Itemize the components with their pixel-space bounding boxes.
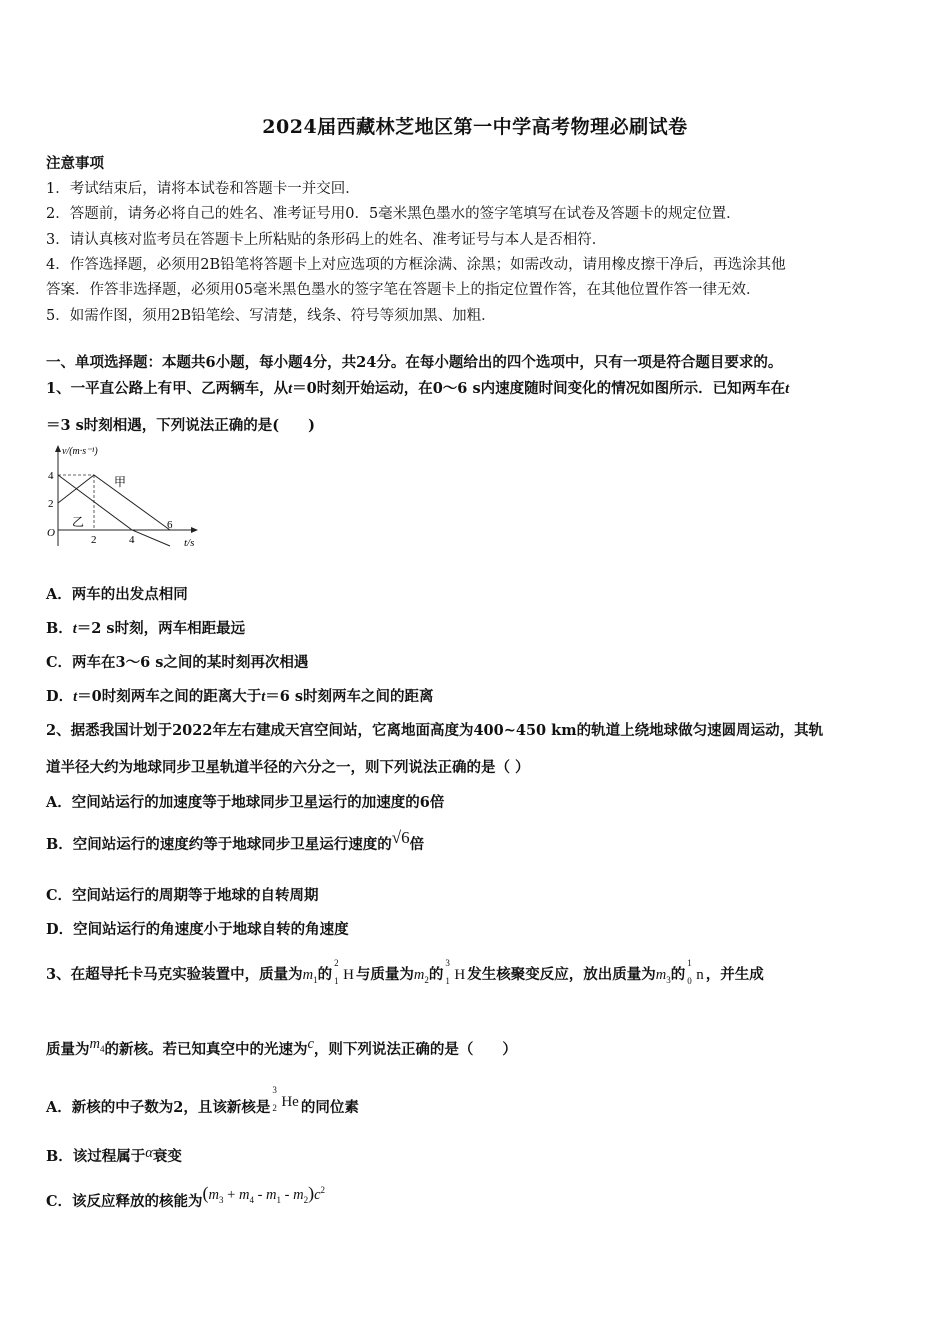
q2-stem-line1: 2、据悉我国计划于2022年左右建成天宫空间站，它离地面高度为400~450 km的轨道上绕地球做匀速圆周运动，其轨 bbox=[46, 722, 824, 739]
notice-item: 4．作答选择题，必须用2B铅笔将答题卡上对应选项的方框涂满、涂黑；如需改动，请用橡皮擦干净后，再选涂其他 bbox=[46, 257, 786, 273]
q2-option-c: C．空间站运行的周期等于地球的自转周期 bbox=[46, 887, 319, 904]
notice-item: 3．请认真核对监考员在答题卡上所粘贴的条形码上的姓名、准考证号与本人是否相符． bbox=[46, 232, 607, 248]
exam-title: 2024届西藏林芝地区第一中学高考物理必刷试卷 bbox=[262, 116, 688, 138]
notice-item: 2．答题前，请务必将自己的姓名、准考证号用0．5毫米黑色墨水的签字笔填写在试卷及答题卡的规定位置． bbox=[46, 206, 741, 222]
notice-item: 答案．作答非选择题，必须用05毫米黑色墨水的签字笔在答题卡上的指定位置作答，在其他位置作答一律无效． bbox=[46, 282, 761, 298]
series-yi-label: 乙 bbox=[72, 515, 85, 529]
y-tick-label: 2 bbox=[48, 498, 54, 510]
x-axis-arrow bbox=[191, 527, 198, 533]
q2-option-d: D．空间站运行的角速度小于地球自转的角速度 bbox=[46, 921, 349, 938]
q1-stem-line1: 1、一平直公路上有甲、乙两辆车，从t＝0时刻开始运动，在0～6 s内速度随时间变化的情况如图所示．已知两车在t bbox=[46, 380, 790, 397]
notice-item: 1．考试结束后，请将本试卷和答题卡一并交回． bbox=[46, 181, 360, 197]
series-jia-label: 甲 bbox=[114, 475, 127, 489]
y-axis-arrow bbox=[55, 445, 61, 452]
x-axis-label: t/s bbox=[184, 537, 195, 549]
q1-option-a: A．两车的出发点相同 bbox=[46, 586, 188, 603]
y-axis-label: v/(m·s⁻¹) bbox=[62, 446, 98, 457]
q1-option-c: C．两车在3～6 s之间的某时刻再次相遇 bbox=[46, 654, 309, 671]
q1-option-d: D．t＝0时刻两车之间的距离大于t＝6 s时刻两车之间的距离 bbox=[46, 688, 434, 705]
origin-label: O bbox=[47, 527, 55, 539]
q1-stem-line2: ＝3 s时刻相遇，下列说法正确的是( ) bbox=[46, 417, 316, 434]
y-tick-label: 4 bbox=[48, 470, 54, 482]
q3-option-c: C．该反应释放的核能为$(m_3 + m_4 - m_1 - m_2)c^2$ bbox=[46, 1183, 326, 1210]
q3-option-a: A．新核的中子数为2，且该新核是 3 2 He 的同位素 bbox=[46, 1085, 359, 1116]
q3-stem-line1: 3、在超导托卡马克实验装置中，质量为$m_1$的 2 1 H 与质量为$m_2$的 3 1 H 发生核聚变反应，放出质量为$m_3$的 1 0 n ，并生成 bbox=[46, 958, 764, 986]
notice-heading: 注意事项 bbox=[46, 155, 104, 172]
q2-option-a: A．空间站运行的加速度等于地球同步卫星运行的加速度的6倍 bbox=[46, 794, 445, 811]
q1-velocity-time-graph bbox=[44, 442, 214, 554]
notice-item: 5．如需作图，须用2B铅笔绘、写清楚，线条、符号等须加黑、加粗． bbox=[46, 308, 496, 324]
section-heading: 一、单项选择题：本题共6小题，每小题4分，共24分。在每小题给出的四个选项中，只有一项是符合题目要求的。 bbox=[46, 354, 783, 371]
q2-stem-line2: 道半径大约为地球同步卫星轨道半径的六分之一，则下列说法正确的是（ ） bbox=[46, 759, 530, 776]
x-tick-label: 2 bbox=[91, 534, 97, 546]
q3-stem-line2: 质量为$m_4$的新核。若已知真空中的光速为c，则下列说法正确的是（ ） bbox=[46, 1036, 517, 1058]
q3-option-b: B．该过程属于α衰变 bbox=[46, 1145, 182, 1165]
q2-option-b: B．空间站运行的速度约等于地球同步卫星运行速度的√6倍 bbox=[46, 828, 425, 853]
q1-option-b: B．t＝2 s时刻，两车相距最远 bbox=[46, 620, 246, 637]
x-tick-label: 6 bbox=[167, 519, 173, 531]
x-tick-label: 4 bbox=[129, 534, 135, 546]
